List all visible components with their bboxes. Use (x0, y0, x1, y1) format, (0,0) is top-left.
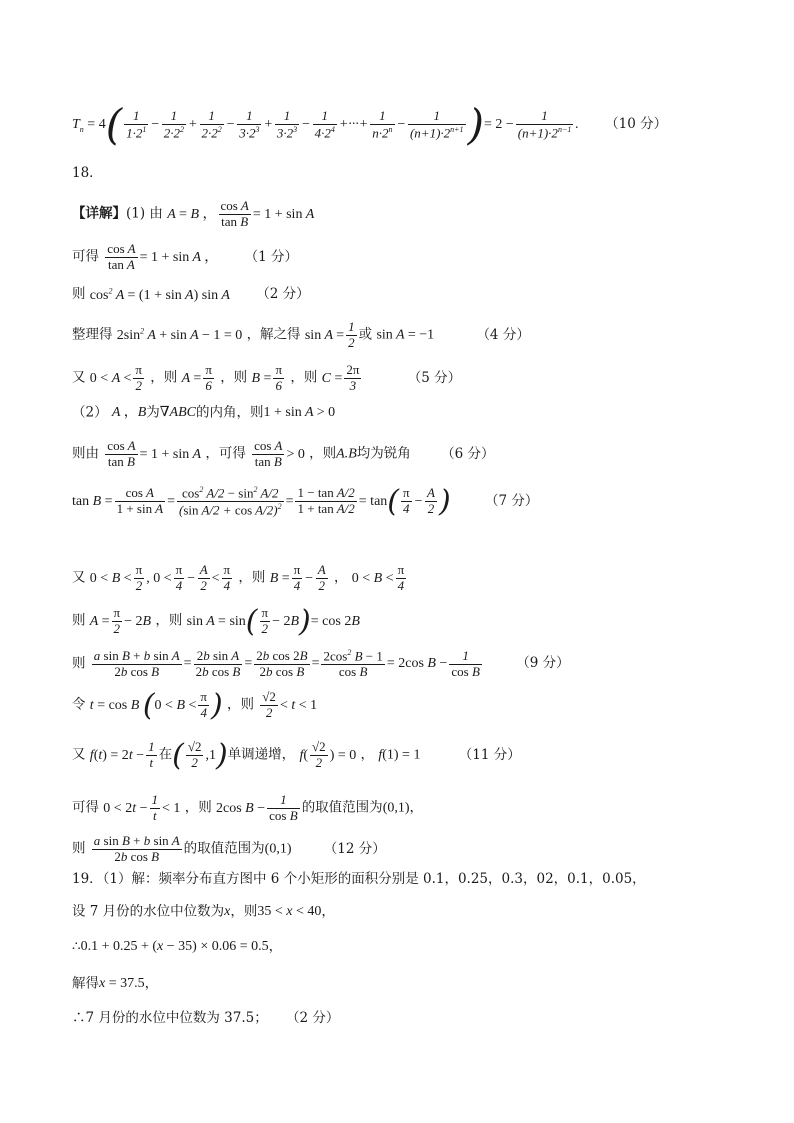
math-step1: $\frac{\text{cos A}}{\text{tan A}}$ = 1 + sin A ， (107, 241, 219, 272)
text-you-3: 又 (72, 746, 86, 763)
score-6: （6 分） (441, 445, 495, 462)
question-18-number (72, 167, 103, 181)
score-4: （4 分） (476, 326, 530, 343)
q18-label: 18． (72, 165, 103, 181)
math-b-value: B = $\frac{\pi}{6}$ (251, 362, 283, 393)
math-t-def: t = cos B (0 < B < $\frac{\pi}{4}$ ) (89, 687, 223, 723)
line-median-solve (72, 977, 158, 991)
math-median-eq: 0.1 + 0.25 + (x − 35) × 0.06 = 0.5 (80, 939, 269, 954)
math-a-value: A = $\frac{\pi}{6}$ (181, 362, 212, 393)
text-part2: （2） (72, 404, 108, 421)
line-range-1 (72, 793, 423, 824)
math-range-01: (0,1) (382, 800, 410, 816)
text-wei: 为 (146, 404, 160, 421)
detail-tag: 【详解】 (72, 205, 126, 222)
text-zai: 在 (158, 746, 173, 763)
text-median: 设 7 月份的水位中位数为 (72, 903, 225, 920)
score-2b: （2 分） (286, 1010, 340, 1026)
text-dandiao: 单调递增， (227, 746, 296, 763)
math-sina-neg1: sin A = −1 (376, 327, 435, 343)
score-11: （11 分） (458, 746, 521, 763)
text-kede-2: 可得 (72, 799, 99, 816)
line-a-in-b (72, 603, 360, 639)
math-x: x (224, 904, 231, 919)
score-2: （2 分） (256, 286, 310, 303)
text-comma-6: ， (144, 975, 159, 992)
line-step-7 (72, 485, 538, 519)
score-7: （7 分） (485, 493, 539, 510)
math-f-left: f( $\frac{√2}{2}$ ) = 0 (299, 739, 357, 770)
text-ze-7: 则 (72, 612, 86, 629)
line-detail-1 (72, 199, 314, 230)
text-q19: 19．（1）解：频率分布直方图中 6 个小矩形的面积分别是 0.1，0.25，0.3，02，0.1，0.05， (72, 871, 646, 887)
math-f-def: f(t) = 2t − $\frac{1}{t}$ (89, 739, 155, 770)
math-final-ratio: $\frac{\text{a sin B + b sin A}}{\text{2b cos B}}$ (93, 833, 180, 864)
math-a-range: 0 < A < $\frac{\pi}{2}$ (89, 362, 142, 393)
math-t-range: $\frac{√2}{2}$ < t < 1 (262, 689, 318, 720)
score-1: （1 分） (244, 248, 298, 265)
score-5: （5 分） (407, 369, 462, 386)
text-zhengli: 整理得 (72, 326, 113, 343)
math-a-in-b: A = $\frac{\pi}{2}$ − 2B (89, 605, 152, 636)
text-comma-3: ， (409, 799, 424, 816)
text-median-result: ∴7 月份的水位中位数为 37.5； (72, 1010, 268, 1026)
text-zeyou: 则由 (72, 445, 99, 462)
math-f-range: 0 < 2t − $\frac{1}{t}$ < 1 (103, 792, 181, 823)
text-ze: 则 (72, 286, 86, 303)
math-c-value: C = $\frac{2\pi}{3}$ (321, 362, 360, 393)
line-step-2 (72, 287, 310, 303)
text-comma-5: ， (268, 938, 283, 955)
text-therefore: ∴ (72, 938, 81, 955)
math-interval: ( $\frac{√2}{2}$ ,1) (172, 737, 228, 773)
math-positive: 1 + sin A > 0 (263, 405, 336, 420)
math-expr-cosb: 2cos B − $\frac{1}{\text{cos B}}$ (216, 792, 298, 823)
text-comma: ， (333, 569, 348, 586)
math-range-01-b: (0,1) (264, 841, 292, 857)
text-neijiao: 的内角，则 (196, 404, 264, 421)
line-median-equation (72, 940, 282, 954)
text-ze-12: 则 (72, 840, 86, 857)
line-b-range (72, 563, 408, 594)
math-given-2: $\frac{\text{cos A}}{\text{tan B}}$ = 1 + sin A (107, 438, 202, 469)
text-ze-4: ，则 (290, 369, 318, 386)
math-f-right: f(1) = 1 (378, 747, 421, 763)
math-triangle: ∇ABC (159, 405, 196, 420)
text-jiezhi: ，解之得 (246, 326, 301, 343)
text-you-2: 又 (72, 569, 86, 586)
math-sina-cos2b: sin A = sin( $\frac{\pi}{2}$ − 2B)= cos 2B (186, 603, 360, 639)
math-ab: A ，B (111, 405, 147, 420)
math-ratio-chain: $\frac{\text{a sin B + b sin A}}{\text{2b cos B}}$ = $\frac{\text{2b sin A}}{\text{2b cos B}}$ = $\frac{\text{2b cos 2B}}{\text{2b cos B}}$ = $\frac{2\cos^2 B - 1}{\text{cos B}}$ = 2cos B − $\frac{1}{\text{cos B}}$ (93, 647, 480, 680)
math-sina-half: sin A = $\frac{1}{2}$ (304, 319, 355, 350)
text-ruijiao: 均为锐角 (356, 445, 411, 462)
line-median-result (72, 1012, 339, 1026)
math-b-bounds: 0 < B < $\frac{\pi}{2}$ , 0 < $\frac{\pi}{4}$ − $\frac{A}{2}$ < $\frac{\pi}{4}$ (89, 562, 231, 593)
text-kede: ，可得 (205, 445, 246, 462)
math-x-range: 35 < x < 40 (257, 904, 322, 919)
line-step-11 (72, 737, 521, 773)
line-tn-sum (72, 100, 668, 149)
text-ze-6: ，则 (238, 569, 266, 586)
text-you: 又 (72, 369, 86, 386)
line-step-5 (72, 363, 461, 394)
text-quzhi-2: 的取值范围为 (183, 840, 265, 857)
question-19-intro (72, 873, 646, 887)
text-ze-11: ，则 (184, 799, 212, 816)
math-step2: $\cos^2 A = (1 + \sin A)$ sin A (89, 286, 230, 303)
math-tn-sum: $T_n = 4$( $\frac{1}{1\cdot 2^1}$ − $\frac{1}{2\cdot 2^2}$ + $\frac{1}{2\cdot 2^2}$ − $\frac{1}{3\cdot 2^3}$ + $\frac{1}{3\cdot 2^3}$ − $\frac{1}{4\cdot 2^4}$ +···+ $\frac{1}{n\cdot 2^n}$ − $\frac{1}{(n+1)\cdot 2^{n+1}}$ )= 2 − $\frac{1}{(n+1)\cdot 2^{n-1}}$ . (72, 100, 579, 149)
math-b-expr: B = $\frac{\pi}{4}$ − $\frac{A}{2}$ (269, 562, 326, 593)
math-positive-ratio: $\frac{\text{cos A}}{\text{tan B}}$ > 0 (254, 438, 305, 469)
text-jiede: 解得 (72, 975, 99, 992)
math-a-dot-b: A.B (336, 446, 357, 462)
line-step-1 (72, 242, 298, 273)
text-keyide: 可得 (72, 248, 99, 265)
text-quzhi: 的取值范围为 (301, 799, 383, 816)
line-range-final (72, 834, 386, 865)
math-x-value: x = 37.5 (99, 976, 145, 991)
text-comma-4: ， (321, 903, 335, 920)
text-ze-9: 则 (72, 655, 86, 672)
text-ze-5: ，则 (309, 445, 337, 462)
score-10: （10 分） (605, 116, 668, 133)
line-substitution (72, 687, 318, 723)
detail-part1: (1) 由 (126, 205, 163, 222)
text-huo: 或 (358, 326, 373, 343)
text-ze-13: ，则 (230, 903, 258, 920)
line-part2-intro (72, 406, 335, 420)
line-step-9 (72, 648, 570, 680)
math-quadratic: $2\sin^2$ A + sin A − 1 = 0 (116, 326, 243, 344)
math-b-final: 0 < B < $\frac{\pi}{4}$ (351, 562, 405, 593)
text-comma-2: ， (360, 746, 375, 763)
score-9: （9 分） (516, 655, 570, 672)
math-tanb-chain: tan B = $\frac{\text{cos A}}{\text{1 + sin A}}$ = $\frac{\cos^2 A/2 - \sin^2 A/2}{(\sin A/2 + \cos A/2)^2}$ = $\frac{\text{1 − tan A/2}}{\text{1 + tan A/2}}$ = tan( $\frac{\pi}{4}$ − $\frac{A}{2}$ ) (72, 483, 451, 519)
math-given: A = B ， $\frac{\text{cos A}}{\text{tan B}}$ = 1 + sin A (167, 198, 315, 229)
text-ze-8: ，则 (155, 612, 183, 629)
line-step-4 (72, 320, 530, 351)
text-ling: 令 (72, 696, 86, 713)
score-12: （12 分） (323, 840, 386, 857)
text-ze-2: ，则 (150, 369, 178, 386)
line-median-setup (72, 905, 335, 919)
line-step-6 (72, 439, 494, 470)
text-ze-3: ，则 (220, 369, 248, 386)
text-ze-10: ，则 (227, 696, 254, 713)
